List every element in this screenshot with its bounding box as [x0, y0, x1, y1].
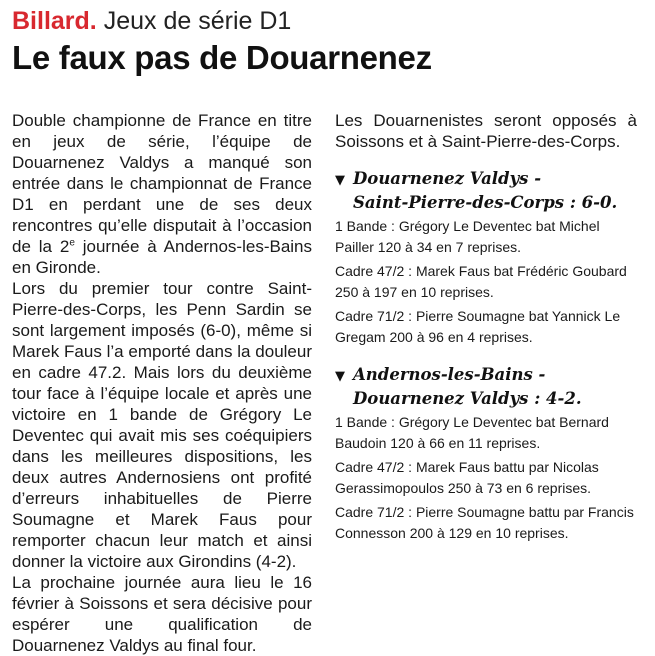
paragraph-2: Lors du premier tour contre Saint-Pierre-des-Corps, les Penn Sardin se sont largement imposés (6-0), même si Marek Faus l’a emporté dans la douleur en cadre 47.2. Mais lors du deuxième tour face à l’équipe locale et après une victoire en 1 bande de Grégory Le Deventec qui avait mis ses coéquipiers dans les meilleures dispositions, les deux autres Andernosiens ont profité d’erreurs inhabituelles de Pierre Soumagne et Marek Faus pour remporter chacun leur match et ainsi donner la victoire aux Girondins (4-2). [12, 279, 312, 571]
headline: Le faux pas de Douarnenez [12, 39, 432, 76]
ordinal-suffix: e [69, 237, 75, 249]
match-result: Cadre 71/2 : Pierre Soumagne battu par Francis Connesson 200 à 129 en 10 reprises. [335, 504, 634, 541]
article-columns [12, 110, 637, 656]
paragraph-4: Les Douarnenistes seront opposés à Soissons et à Saint-Pierre-des-Corps. [335, 111, 637, 151]
match-block-2 [335, 364, 637, 544]
triangle-down-icon: ▼ [335, 369, 345, 384]
paragraph-3: La prochaine journée aura lieu le 16 février à Soissons et sera décisive pour espérer une qualification de Douarnenez Valdys au final four. [12, 573, 312, 655]
match-block-1 [335, 168, 637, 348]
match-title-1-line-2: Saint-Pierre-des-Corps : 6-0. [353, 193, 618, 212]
paragraph-1-text-a: Double championne de France en titre en jeux de série, l’équipe de Douarnenez Valdys a manqué son entrée dans le championnat de France D1 en perdant une de ses deux rencontres qu’elle disputait à l’occasion de la 2 [12, 111, 312, 256]
right-column [335, 110, 637, 656]
article [0, 6, 655, 655]
paragraph-1-text-b: journée à Andernos-les-Bains en Gironde. [12, 237, 313, 277]
match-title-1-line-1: Douarnenez Valdys - [353, 169, 542, 188]
match-title-1 [335, 168, 637, 214]
subcategory-label: Jeux de série D1 [103, 7, 292, 35]
match-title-2-line-2: Douarnenez Valdys : 4-2. [353, 389, 582, 408]
match-title-2-line-1: Andernos-les-Bains - [353, 365, 546, 384]
left-column [12, 110, 312, 656]
category-label: Billard. [12, 7, 97, 35]
match-result: 1 Bande : Grégory Le Deventec bat Michel Pailler 120 à 34 en 7 reprises. [335, 218, 600, 255]
match-result: 1 Bande : Grégory Le Deventec bat Bernard Baudoin 120 à 66 en 11 reprises. [335, 414, 609, 451]
match-result: Cadre 71/2 : Pierre Soumagne bat Yannick Le Gregam 200 à 96 en 4 reprises. [335, 308, 621, 345]
match-title-2 [335, 364, 637, 410]
match-result: Cadre 47/2 : Marek Faus bat Frédéric Goubard 250 à 197 en 10 reprises. [335, 263, 627, 300]
paragraph-1 [12, 110, 312, 278]
triangle-down-icon: ▼ [335, 173, 345, 188]
match-result: Cadre 47/2 : Marek Faus battu par Nicolas Gerassimopoulos 250 à 73 en 6 reprises. [335, 459, 599, 496]
kicker [12, 6, 637, 36]
